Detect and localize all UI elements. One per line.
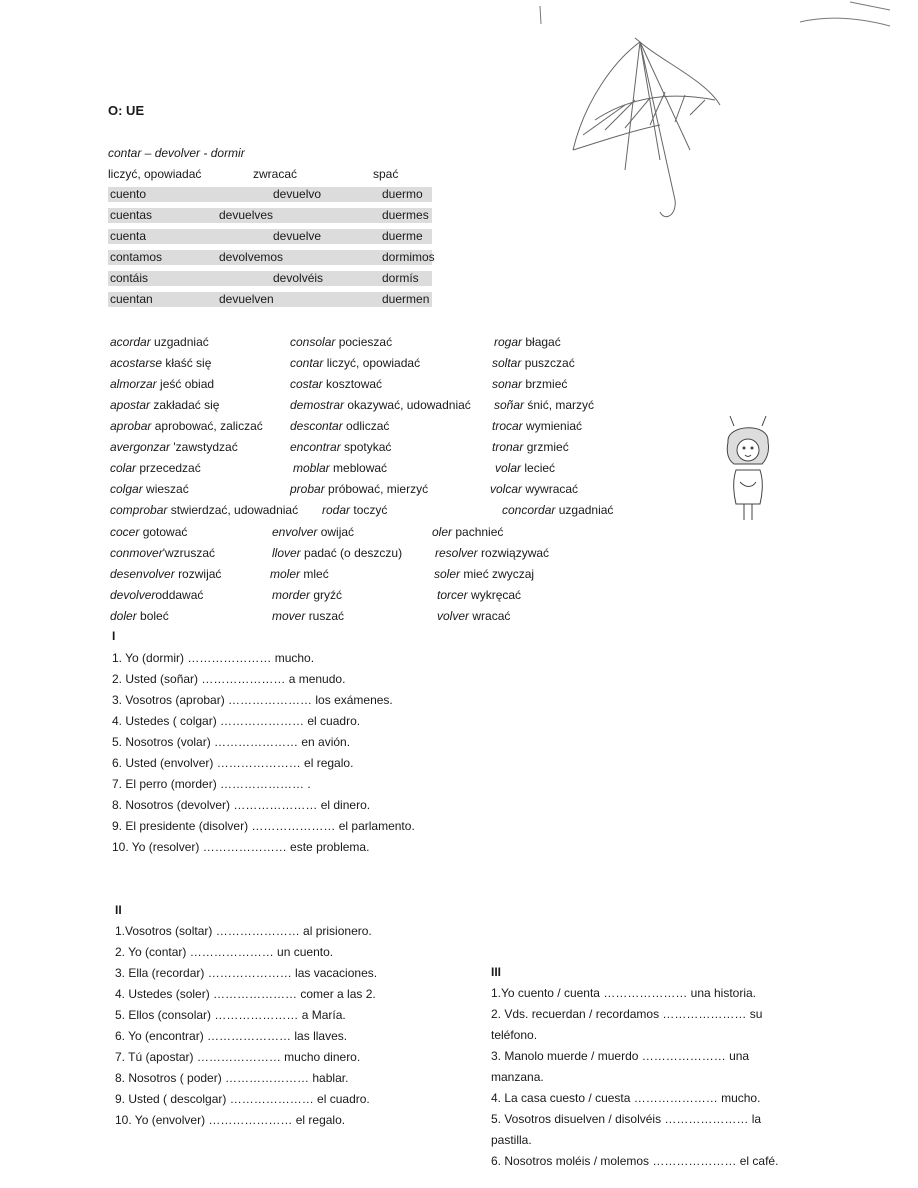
conj-cell: duermo — [382, 187, 423, 201]
vocab-item: soltar puszczać — [492, 356, 575, 370]
model-verbs-header: contar – devolver - dormir — [108, 146, 245, 160]
vocab-item: apostar zakładać się — [110, 398, 220, 412]
conj-cell: duerme — [382, 229, 423, 243]
exercise-line: pastilla. — [491, 1133, 532, 1147]
girl-drawing — [718, 412, 778, 524]
vocab-item: concordar uzgadniać — [502, 503, 614, 517]
exercise-item: 7. El perro (morder) ………………… . — [112, 777, 311, 791]
exercise-item: 3. Ella (recordar) ………………… las vacaciones. — [115, 966, 378, 980]
exercise-item: 10. Yo (envolver) ………………… el regalo. — [115, 1113, 346, 1127]
exercise-item: 8. Nosotros ( poder) ………………… hablar. — [115, 1071, 349, 1085]
vocab-item: soñar śnić, marzyć — [494, 398, 595, 412]
exercise-line: 5. Vosotros disuelven / disolvéis ………………… la — [491, 1112, 762, 1126]
conj-cell: cuenta — [110, 229, 147, 243]
vocab-item: colar przecedzać — [110, 461, 201, 475]
conj-cell: cuentan — [110, 292, 153, 306]
conj-cell: contáis — [110, 271, 149, 285]
exercise-3-heading: III — [491, 965, 502, 979]
vocab-item: envolver owijać — [272, 525, 355, 539]
exercise-item: 5. Nosotros (volar) ………………… en avión. — [112, 735, 351, 749]
exercise-2-heading: II — [115, 903, 122, 917]
conj-cell: dormimos — [382, 250, 435, 264]
vocab-item: devolveroddawać — [110, 588, 204, 602]
umbrella-sketch — [565, 30, 735, 240]
vocab-item: morder gryźć — [272, 588, 343, 602]
exercise-line: 1.Yo cuento / cuenta ………………… una historia. — [491, 986, 757, 1000]
exercise-line: 6. Nosotros moléis / molemos ………………… el café. — [491, 1154, 779, 1168]
conj-cell: duermen — [382, 292, 430, 306]
exercise-item: 4. Ustedes (soler) ………………… comer a las 2. — [115, 987, 376, 1001]
translation-contar: liczyć, opowiadać — [108, 167, 202, 181]
conj-cell: devolvéis — [273, 271, 324, 285]
exercise-1-heading: I — [112, 629, 116, 643]
page-title: O: UE — [108, 103, 145, 118]
conj-cell: devuelven — [219, 292, 274, 306]
conj-cell: devuelve — [273, 229, 322, 243]
vocab-item: conmover'wzruszać — [110, 546, 215, 560]
vocab-item: torcer wykręcać — [437, 588, 522, 602]
exercise-item: 6. Yo (encontrar) ………………… las llaves. — [115, 1029, 348, 1043]
exercise-item: 1.Vosotros (soltar) ………………… al prisionero. — [115, 924, 372, 938]
conj-cell: devolvemos — [219, 250, 284, 264]
vocab-item: consolar pocieszać — [290, 335, 393, 349]
vocab-item: moblar meblować — [293, 461, 388, 475]
translation-dormir: spać — [373, 167, 399, 181]
exercise-item: 9. El presidente (disolver) ………………… el parlamento. — [112, 819, 415, 833]
conj-cell: duermes — [382, 208, 429, 222]
vocab-item: sonar brzmieć — [492, 377, 568, 391]
exercise-item: 6. Usted (envolver) ………………… el regalo. — [112, 756, 354, 770]
vocab-item: descontar odliczać — [290, 419, 390, 433]
vocab-item: demostrar okazywać, udowadniać — [290, 398, 471, 412]
vocab-item: volver wracać — [437, 609, 511, 623]
exercise-line: manzana. — [491, 1070, 544, 1084]
vocab-item: acordar uzgadniać — [110, 335, 209, 349]
vocab-item: cocer gotować — [110, 525, 188, 539]
exercise-item: 9. Usted ( descolgar) ………………… el cuadro. — [115, 1092, 370, 1106]
vocab-item: colgar wieszać — [110, 482, 189, 496]
vocab-item: llover padać (o deszczu) — [272, 546, 403, 560]
vocab-item: aprobar aprobować, zaliczać — [110, 419, 263, 433]
vocab-item: acostarse kłaść się — [110, 356, 212, 370]
vocab-item: mover ruszać — [272, 609, 345, 623]
vocab-item: probar próbować, mierzyć — [290, 482, 429, 496]
vocab-item: oler pachnieć — [432, 525, 504, 539]
conj-cell: cuentas — [110, 208, 153, 222]
vocab-item: soler mieć zwyczaj — [434, 567, 535, 581]
vocab-item: costar kosztować — [290, 377, 383, 391]
exercise-line: 4. La casa cuesto / cuesta ………………… mucho. — [491, 1091, 761, 1105]
conj-cell: dormís — [382, 271, 419, 285]
vocab-item: doler boleć — [110, 609, 169, 623]
vocab-item: rodar toczyć — [322, 503, 388, 517]
vocab-item: volcar wywracać — [490, 482, 579, 496]
exercise-item: 7. Tú (apostar) ………………… mucho dinero. — [115, 1050, 361, 1064]
vocab-item: rogar błagać — [494, 335, 561, 349]
vocab-item: avergonzar 'zawstydzać — [110, 440, 238, 454]
vocab-item: volar lecieć — [495, 461, 556, 475]
conj-cell: contamos — [110, 250, 163, 264]
vocab-item: desenvolver rozwijać — [110, 567, 222, 581]
exercise-item: 2. Yo (contar) ………………… un cuento. — [115, 945, 334, 959]
exercise-item: 4. Ustedes ( colgar) ………………… el cuadro. — [112, 714, 361, 728]
pen-mark — [535, 4, 545, 28]
vocab-item: comprobar stwierdzać, udowadniać — [110, 503, 299, 517]
vocab-item: resolver rozwiązywać — [435, 546, 550, 560]
vocab-item: moler mleć — [270, 567, 329, 581]
vocab-item: encontrar spotykać — [290, 440, 392, 454]
exercise-item: 1. Yo (dormir) ………………… mucho. — [112, 651, 315, 665]
vocab-item: trocar wymieniać — [492, 419, 583, 433]
exercise-item: 3. Vosotros (aprobar) ………………… los exámenes. — [112, 693, 393, 707]
exercise-line: teléfono. — [491, 1028, 538, 1042]
exercise-item: 10. Yo (resolver) ………………… este problema. — [112, 840, 370, 854]
conj-cell: devuelvo — [273, 187, 322, 201]
vocab-item: contar liczyć, opowiadać — [290, 356, 421, 370]
conj-cell: cuento — [110, 187, 147, 201]
exercise-item: 8. Nosotros (devolver) ………………… el dinero. — [112, 798, 371, 812]
vocab-item: tronar grzmieć — [492, 440, 569, 454]
vocab-item: almorzar jeść obiad — [110, 377, 215, 391]
exercise-item: 2. Usted (soñar) ………………… a menudo. — [112, 672, 346, 686]
exercise-item: 5. Ellos (consolar) ………………… a María. — [115, 1008, 346, 1022]
exercise-line: 3. Manolo muerde / muerdo ………………… una — [491, 1049, 750, 1063]
scribble-lines — [790, 0, 910, 40]
exercise-line: 2. Vds. recuerdan / recordamos ………………… su — [491, 1007, 763, 1021]
translation-devolver: zwracać — [253, 167, 298, 181]
conj-cell: devuelves — [219, 208, 274, 222]
